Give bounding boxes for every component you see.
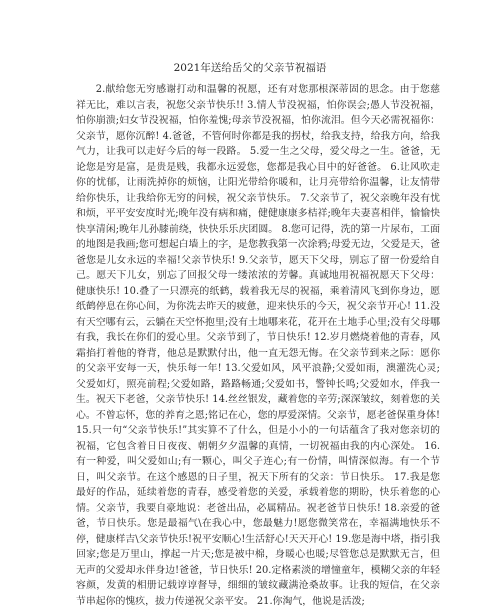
document-title: 2021年送给岳父的父亲节祝福语	[173, 62, 327, 74]
document-body	[76, 82, 440, 609]
body-paragraph: 2.献给您无穷感谢打动和温馨的祝愿，还有对您那根深蒂固的思念。由于您慈祥无比，难以言表，祝您父亲节快乐!! 3.情人节没祝福，怕你误会;愚人节没祝福，怕你崩溃;妇女节没祝福，怕你羞愧;母亲节没祝福，怕你流泪。但今天必需祝福你：父亲节，愿你沉醉! 4.爸爸，不管何时你都是我的拐杖，给我支持，给我方向，给我气力，让我可以走好今后的每一段路。 5.爱一生之父母，爱父母之一生。爸爸，无论您是穷是富，是贵是贱，我都永远爱您，您都是我心目中的好爸爸。 6.让风吹走你的忧郁，让雨洗掉你的烦恼，让阳光带给你暖和，让月亮带给你温馨，让友情带给你快乐，让我给你无穷的问候，祝父亲节快乐。 7.父亲节了，祝父亲晚年没有忧和烦，平平安安度时光;晚年没有病和痛，健健康康多桔祥;晚年夫妻喜相伴，愉愉快快享清闲;晚年儿孙膝前绕，快快乐乐庆团圆。 8.您可记得，洗的第一片尿布，工面的地图是我画;您可想起白墙上的字，是您教我第一次涂鸦;母爱无边，父爱是天，爸爸您是儿女永远的幸福!父亲节快乐! 9.父亲节，愿天下父母，别忘了留一份爱给自己。愿天下儿女，别忘了回报父母一缕浓浓的芳馨。真诚地用祝福祝愿天下父母：健康快乐! 10.叠了一只漂亮的纸鹤，载着我无尽的祝福，乘着清风飞到你身边，愿纸鹤停息在你心间，为你洗去昨天的疲惫，迎来快乐的今天，祝父亲节开心! 11.没有天空哪有云，云躺在天空怀抱里;没有土地哪来花，花开在土地手心里;没有父母哪有我，我长在你们的爱心里。父亲节到了，节日快乐! 12.岁月燃烧着他的青春，风霜掐打着他的脊背，他总是默默付出，他一直无怨无悔。在父亲节到来之际：愿你的父亲平安每一天，快乐每一年! 13.父爱如风，风平浪静;父爱如雨，澳灌洗心灵;父爱如灯，照亮前程;父爱如路，路路畅通;父爱如书，警钟长鸣;父爱如水，伴我一生。祝天下老爸，父亲节快乐! 14.丝丝银发，藏着您的辛劳;深深皱纹，刻着您的关心。不曾忘怀，您的养育之恩;铭记在心，您的厚爱深情。父亲节，愿老爸保重身体! 15.只一句“父亲节快乐!”其实算不了什么，但是小小的一句话蕴含了我对您亲切的祝福，它包含着日日夜夜、朝朝夕夕温馨的真情，一切祝福由我的内心深处。 16.有一种爱，叫父爱如山;有一颗心，叫父子连心;有一份情，叫情深似海。有一个节日，叫父亲节。在这个感恩的日子里，祝天下所有的父亲：节日快乐。 17.我是您最好的作品，延续着您的青春，感受着您的关爱，承载着您的期盼，快乐着您的心情。父亲节，我要自豪地说：老爸出品，必属精品。祝老爸节日快乐! 18.亲爱的爸爸，节日快乐。您是最福气\在我心中，您最魅力!愿您微笑常在，幸福满地快乐不停，健康样吉\父亲节快乐!祝平安顺心!生活舒心!天天开心! 19.您是海中塔，指引我回家;您是万里山，撑起一片天;您是被中棉，身暖心也暖;尽管您总是默默无言，但无声的父爱却永伴身边!爸爸，节日快乐! 20.定格素淡的增憧童年，模糊父亲的年轻容颜，发黄的相册记载谆谆督导，细细的皱纹藏满沧桑故事。让我的短信，在父亲节串起你的愧疚，拔力传递祝父亲平安。 21.你淘气，他说是活泼;	[76, 84, 440, 607]
